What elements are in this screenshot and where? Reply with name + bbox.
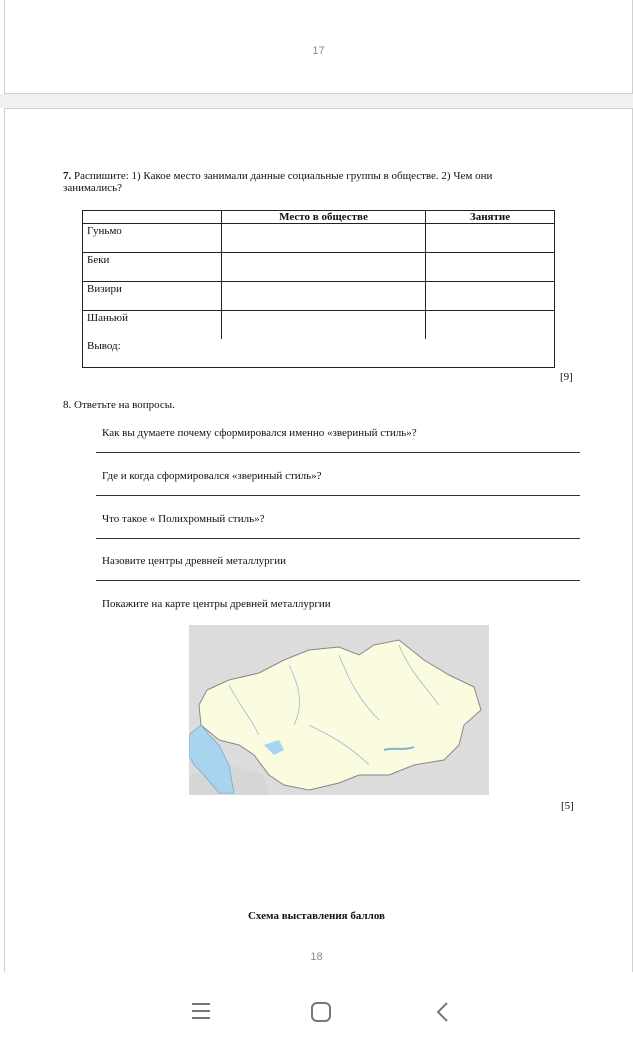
question-3: Что такое « Полихромный стиль»? [102,513,265,525]
back-icon[interactable] [433,1000,453,1024]
answer-cell[interactable] [222,282,426,311]
row-label: Шаньюй [83,311,222,340]
q8-title: 8. Ответьте на вопросы. [63,399,175,411]
table-row [83,311,555,340]
q7-score: [9] [560,371,573,383]
q7-line2: занимались? [63,182,123,194]
table-row [83,224,555,253]
recent-apps-icon[interactable] [190,1000,212,1022]
kazakhstan-map[interactable] [189,625,489,795]
answer-cell[interactable] [426,282,555,311]
table-row [83,282,555,311]
social-groups-table [82,210,555,368]
row-label: Гуньмо [83,224,222,253]
conclusion-row [83,339,555,368]
question-4: Назовите центры древней металлургии [102,555,286,567]
home-icon[interactable] [309,1000,333,1024]
answer-line[interactable] [96,580,580,581]
conclusion-label[interactable]: Вывод: [83,339,555,368]
scoring-scheme-heading: Схема выставления баллов [247,910,385,922]
row-label: Беки [83,253,222,282]
previous-page [4,0,633,94]
answer-line[interactable] [96,495,580,496]
q7-line1: Распишите: 1) Какое место занимали данные социальные группы в обществе. 2) Чем они [74,170,493,182]
header-empty [83,211,222,224]
page-gap [0,94,633,108]
table-row [83,253,555,282]
header-place: Место в обществе [222,211,426,224]
answer-line[interactable] [96,452,580,453]
system-navigation-bar [0,972,633,1046]
row-label: Визири [83,282,222,311]
answer-cell[interactable] [426,311,555,340]
q7-number: 7. [63,170,72,182]
header-occupation: Занятие [426,211,555,224]
q7-text [63,170,492,182]
question-5: Покажите на карте центры древней металлургии [102,598,331,610]
page-number: 18 [310,951,323,963]
answer-cell[interactable] [222,224,426,253]
question-2: Где и когда сформировался «звериный стиль»? [102,470,322,482]
answer-cell[interactable] [426,253,555,282]
answer-cell[interactable] [222,311,426,340]
q8-score: [5] [561,800,574,812]
answer-cell[interactable] [426,224,555,253]
answer-line[interactable] [96,538,580,539]
question-1: Как вы думаете почему сформировался именно «звериный стиль»? [102,427,417,439]
page-number: 17 [312,45,325,57]
table-header-row [83,211,555,224]
answer-cell[interactable] [222,253,426,282]
